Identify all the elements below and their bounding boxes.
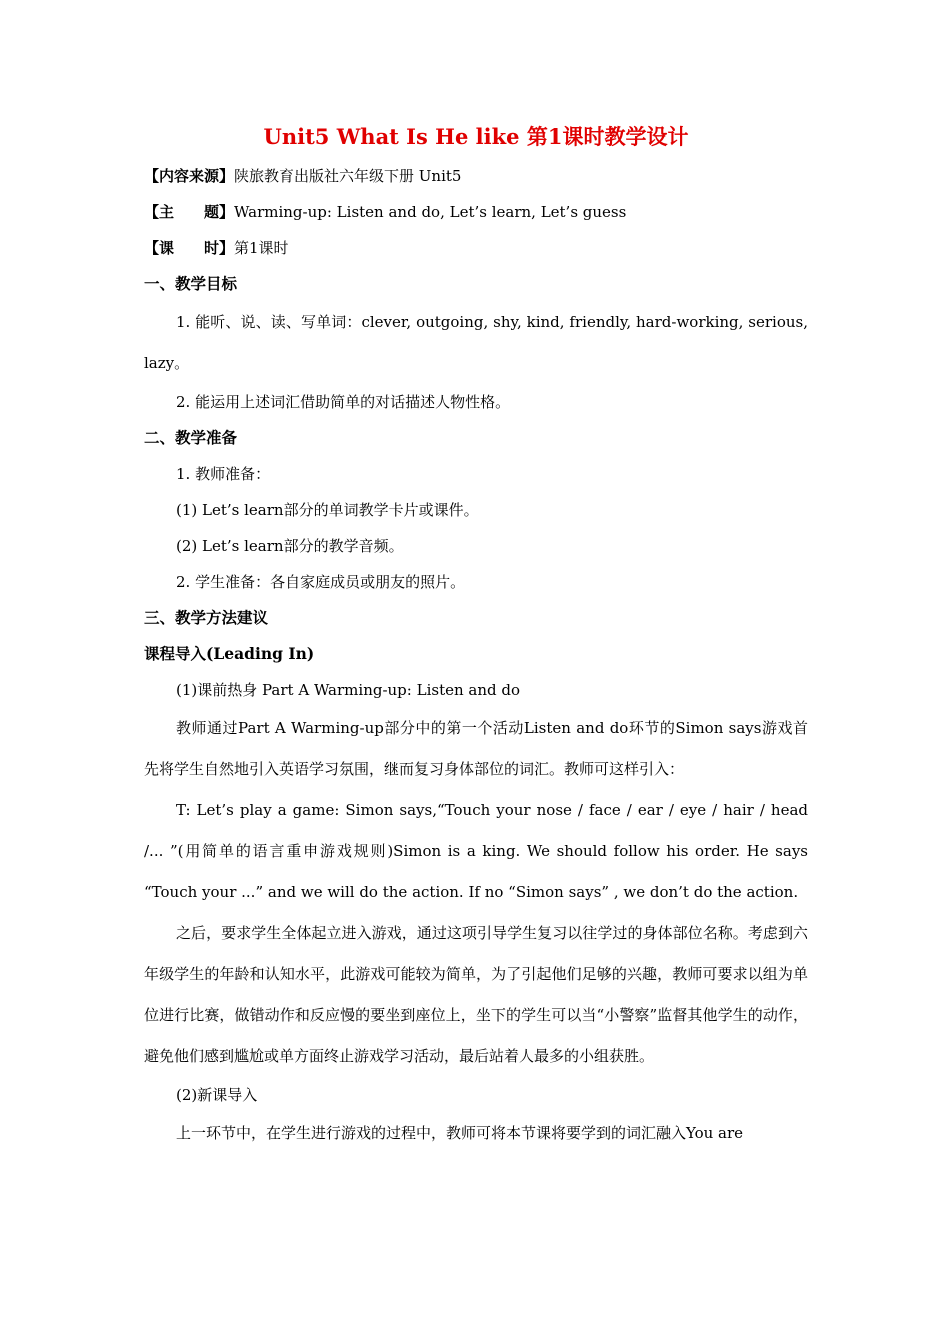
section-heading-methods: 三、教学方法建议 <box>144 608 269 627</box>
meta-source-value: 陕旅教育出版社六年级下册 Unit5 <box>234 167 462 185</box>
paragraph: 教师通过Part A Warming-up部分中的第一个活动Listen and do环节的Simon says游戏首先将学生自然地引入英语学习氛围，继而复习身体部位的词汇。教师可这样引入： <box>144 719 808 778</box>
preparation-item: 1. 教师准备： <box>176 465 271 483</box>
meta-period-value: 第1课时 <box>234 239 289 257</box>
objective-item: 1. 能听、说、读、写单词：clever, outgoing, shy, kind, friendly, hard-working, serious, lazy。 <box>144 313 808 372</box>
preparation-item: 2. 学生准备：各自家庭成员或朋友的照片。 <box>176 573 466 591</box>
preparation-item: (1) Let’s learn部分的单词教学卡片或课件。 <box>176 501 479 519</box>
step-warming-up: (1)课前热身 Part A Warming-up: Listen and do <box>176 681 521 699</box>
meta-period <box>144 230 808 266</box>
meta-source <box>144 158 808 194</box>
meta-topic-label: 【主 题】 <box>144 203 235 221</box>
objective-item: 2. 能运用上述词汇借助简单的对话描述人物性格。 <box>176 393 511 411</box>
document-title: Unit5 What Is He like 第1课时教学设计 <box>263 124 689 149</box>
meta-topic-value: Warming-up: Listen and do, Let’s learn, Let’s guess <box>234 203 627 221</box>
preparation-item: (2) Let’s learn部分的教学音频。 <box>176 537 404 555</box>
paragraph: T: Let’s play a game: Simon says,“Touch your nose / face / ear / eye / hair / head /... ”(用简单的语言重申游戏规则)Simon is a king. We should follow his order. He says “Touch your ...” and we will do the action. If no “Simon says” , we don’t do the action. <box>144 801 808 901</box>
meta-period-label: 【课 时】 <box>144 239 235 257</box>
document-page <box>144 120 808 1154</box>
subheading-leading-in: 课程导入(Leading In) <box>144 644 315 663</box>
meta-source-label: 【内容来源】 <box>144 167 235 185</box>
paragraph: 之后，要求学生全体起立进入游戏，通过这项引导学生复习以往学过的身体部位名称。考虑到六年级学生的年龄和认知水平，此游戏可能较为简单，为了引起他们足够的兴趣，教师可要求以组为单位进行比赛，做错动作和反应慢的要坐到座位上，坐下的学生可以当“小警察”监督其他学生的动作，避免他们感到尴尬或单方面终止游戏学习活动，最后站着人最多的小组获胜。 <box>144 924 808 1065</box>
paragraph: 上一环节中，在学生进行游戏的过程中，教师可将本节课将要学到的词汇融入You are <box>176 1124 744 1142</box>
section-heading-objectives: 一、教学目标 <box>144 274 238 293</box>
step-new-lesson: (2)新课导入 <box>176 1086 258 1104</box>
section-heading-preparation: 二、教学准备 <box>144 428 238 447</box>
meta-topic <box>144 194 808 230</box>
